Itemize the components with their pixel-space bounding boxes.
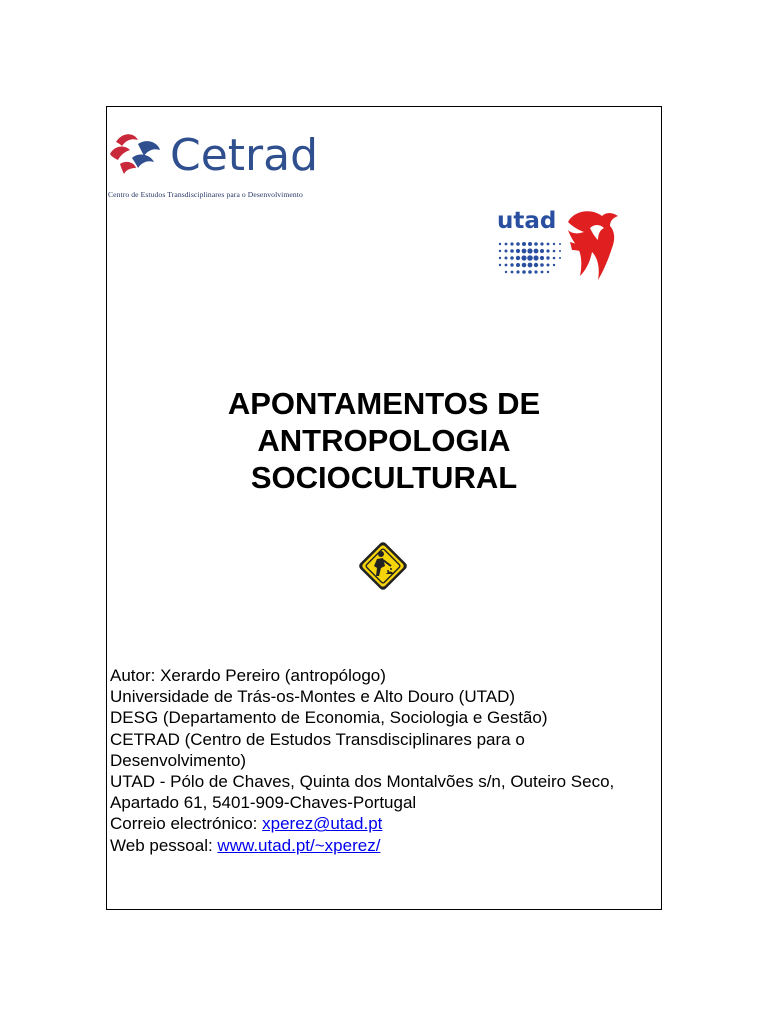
address-line-1: UTAD - Pólo de Chaves, Quinta dos Montalvões s/n, Outeiro Seco, [110,772,615,792]
department-line: DESG (Departamento de Economia, Sociologia e Gestão) [110,708,548,728]
center-line-2: Desenvolvimento) [110,750,247,770]
utad-logo [494,208,624,290]
cetrad-wordmark: Cetrad [170,130,319,181]
email-label: Correio electrónico: [110,814,263,834]
cetrad-subtitle: Centro de Estudos Transdisciplinares para o Desenvolvimento [108,190,303,199]
title-line-1: APONTAMENTOS DE [227,386,541,421]
cetrad-emblem-icon [108,128,170,188]
address-line-2: Apartado 61, 5401-909-Chaves-Portugal [110,793,417,813]
work-in-progress-sign-icon [355,538,411,594]
title-line-2: ANTROPOLOGIA [257,423,511,458]
author-line: Autor: Xerardo Pereiro (antropólogo) [110,666,386,685]
email-link[interactable]: xperez@utad.pt [262,814,383,834]
document-title [106,385,662,496]
web-link[interactable]: www.utad.pt/~xperez/ [217,835,381,855]
utad-wordmark: utad [497,208,557,234]
web-label: Web pessoal: [110,835,218,855]
cetrad-logo [108,128,318,204]
web-line [110,835,658,856]
email-line [110,813,658,834]
author-info-block [110,665,658,856]
university-line: Universidade de Trás-os-Montes e Alto Douro (UTAD) [110,687,516,707]
utad-dots-flame-icon [494,208,624,290]
title-line-3: SOCIOCULTURAL [250,460,518,495]
center-line-1: CETRAD (Centro de Estudos Transdisciplinares para o [110,729,525,749]
